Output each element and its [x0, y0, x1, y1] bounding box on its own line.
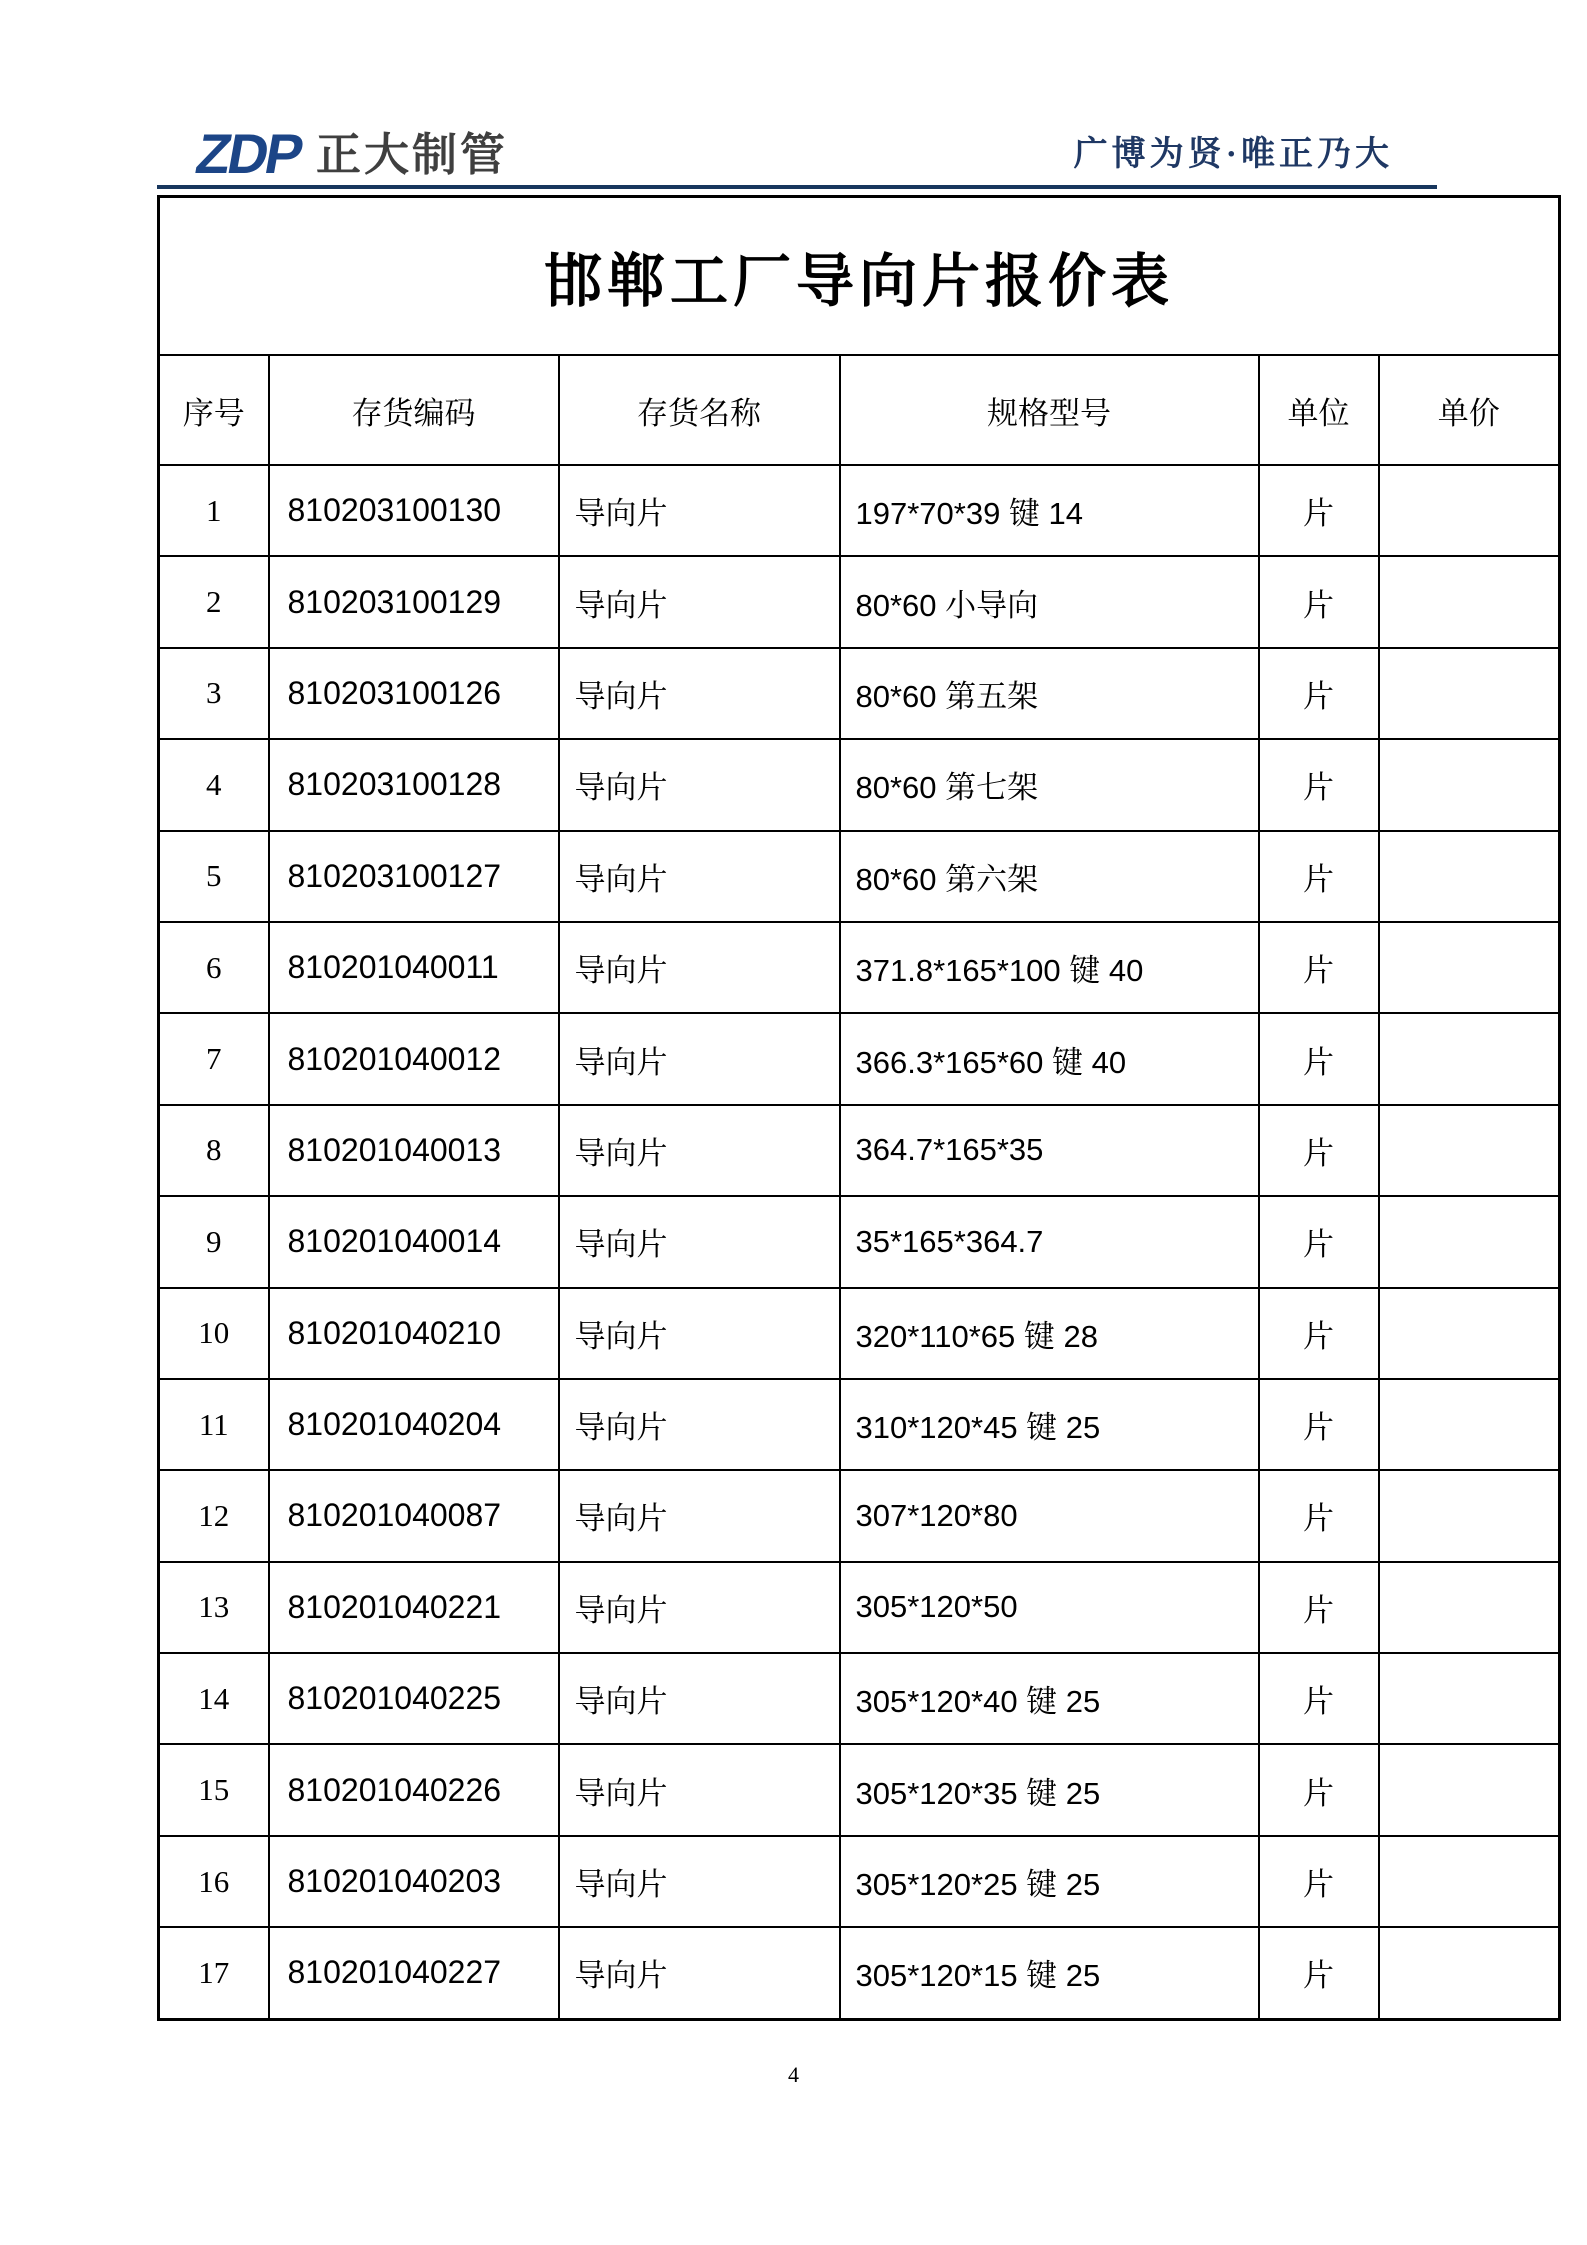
- stock-name-cell: 导向片: [559, 922, 840, 1013]
- stock-code-cell: 810201040204: [269, 1379, 559, 1470]
- unit-cell: 片: [1259, 922, 1379, 1013]
- table-row: [159, 648, 1560, 739]
- table-row: [159, 1470, 1560, 1561]
- unit-price-cell: [1379, 1105, 1560, 1196]
- unit-price-cell: [1379, 831, 1560, 922]
- stock-name-cell: 导向片: [559, 556, 840, 647]
- stock-name-cell: 导向片: [559, 648, 840, 739]
- stock-code-cell: 810203100127: [269, 831, 559, 922]
- spec-model-cell: 80*60 第七架: [840, 739, 1259, 830]
- stock-code-cell: 810201040227: [269, 1927, 559, 2019]
- unit-cell: 片: [1259, 1379, 1379, 1470]
- quote-table-body: [159, 197, 1560, 2020]
- company-logo: [191, 122, 509, 185]
- zdp-logo-icon: ZDP: [191, 122, 306, 185]
- row-number-cell: 11: [159, 1379, 269, 1470]
- spec-model-cell: 305*120*50: [840, 1562, 1259, 1653]
- unit-price-cell: [1379, 1013, 1560, 1104]
- unit-price-cell: [1379, 1470, 1560, 1561]
- table-row: [159, 1288, 1560, 1379]
- table-row: [159, 1653, 1560, 1744]
- unit-cell: 片: [1259, 1013, 1379, 1104]
- stock-code-cell: 810201040087: [269, 1470, 559, 1561]
- unit-cell: 片: [1259, 1927, 1379, 2019]
- spec-model-cell: 307*120*80: [840, 1470, 1259, 1561]
- table-row: [159, 465, 1560, 556]
- stock-code-cell: 810203100130: [269, 465, 559, 556]
- unit-price-cell: [1379, 1836, 1560, 1927]
- stock-code-cell: 810203100128: [269, 739, 559, 830]
- table-row: [159, 1379, 1560, 1470]
- row-number-cell: 8: [159, 1105, 269, 1196]
- company-slogan: 广博为贤·唯正乃大: [1073, 136, 1393, 173]
- table-row: [159, 1196, 1560, 1287]
- stock-name-cell: 导向片: [559, 739, 840, 830]
- letterhead: [0, 0, 1587, 195]
- row-number-cell: 14: [159, 1653, 269, 1744]
- unit-price-cell: [1379, 1288, 1560, 1379]
- row-number-cell: 7: [159, 1013, 269, 1104]
- table-row: [159, 922, 1560, 1013]
- row-number-cell: 5: [159, 831, 269, 922]
- row-number-cell: 9: [159, 1196, 269, 1287]
- row-number-cell: 3: [159, 648, 269, 739]
- page-number: 4: [788, 2062, 799, 2087]
- row-number-cell: 10: [159, 1288, 269, 1379]
- table-row: [159, 739, 1560, 830]
- unit-price-cell: [1379, 465, 1560, 556]
- unit-price-cell: [1379, 1196, 1560, 1287]
- row-number-cell: 4: [159, 739, 269, 830]
- stock-code-cell: 810201040210: [269, 1288, 559, 1379]
- spec-model-cell: 305*120*35 键 25: [840, 1744, 1259, 1835]
- spec-model-cell: 80*60 第五架: [840, 648, 1259, 739]
- stock-code-cell: 810201040225: [269, 1653, 559, 1744]
- table-row: [159, 1013, 1560, 1104]
- row-number-cell: 17: [159, 1927, 269, 2019]
- table-row: [159, 1744, 1560, 1835]
- spec-model-cell: 366.3*165*60 键 40: [840, 1013, 1259, 1104]
- stock-name-cell: 导向片: [559, 1013, 840, 1104]
- table-row: [159, 1105, 1560, 1196]
- table-row: [159, 1562, 1560, 1653]
- row-number-cell: 13: [159, 1562, 269, 1653]
- row-number-cell: 1: [159, 465, 269, 556]
- row-number-cell: 16: [159, 1836, 269, 1927]
- spec-model-cell: 364.7*165*35: [840, 1105, 1259, 1196]
- unit-cell: 片: [1259, 739, 1379, 830]
- stock-name-cell: 导向片: [559, 1470, 840, 1561]
- column-header-price: 单价: [1379, 355, 1560, 465]
- stock-code-cell: 810203100126: [269, 648, 559, 739]
- stock-code-cell: 810201040012: [269, 1013, 559, 1104]
- page-title: 邯郸工厂导向片报价表: [544, 249, 1175, 314]
- company-name: 正大制管: [316, 128, 509, 180]
- table-header-row: [159, 355, 1560, 465]
- table-row: [159, 1927, 1560, 2019]
- unit-price-cell: [1379, 739, 1560, 830]
- column-header-no: 序号: [159, 355, 269, 465]
- stock-name-cell: 导向片: [559, 1744, 840, 1835]
- spec-model-cell: 320*110*65 键 28: [840, 1288, 1259, 1379]
- stock-name-cell: 导向片: [559, 1562, 840, 1653]
- stock-name-cell: 导向片: [559, 465, 840, 556]
- stock-code-cell: 810201040014: [269, 1196, 559, 1287]
- spec-model-cell: 197*70*39 键 14: [840, 465, 1259, 556]
- unit-cell: 片: [1259, 1744, 1379, 1835]
- stock-code-cell: 810201040226: [269, 1744, 559, 1835]
- spec-model-cell: 35*165*364.7: [840, 1196, 1259, 1287]
- unit-price-cell: [1379, 1927, 1560, 2019]
- unit-cell: 片: [1259, 1470, 1379, 1561]
- table-row: [159, 556, 1560, 647]
- stock-name-cell: 导向片: [559, 831, 840, 922]
- unit-cell: 片: [1259, 556, 1379, 647]
- row-number-cell: 12: [159, 1470, 269, 1561]
- unit-cell: 片: [1259, 1105, 1379, 1196]
- unit-price-cell: [1379, 1653, 1560, 1744]
- stock-name-cell: 导向片: [559, 1379, 840, 1470]
- stock-name-cell: 导向片: [559, 1105, 840, 1196]
- stock-code-cell: 810201040203: [269, 1836, 559, 1927]
- row-number-cell: 15: [159, 1744, 269, 1835]
- unit-cell: 片: [1259, 1562, 1379, 1653]
- header-divider: [157, 185, 1437, 189]
- unit-cell: 片: [1259, 1288, 1379, 1379]
- unit-price-cell: [1379, 1562, 1560, 1653]
- unit-cell: 片: [1259, 1196, 1379, 1287]
- row-number-cell: 2: [159, 556, 269, 647]
- table-row: [159, 831, 1560, 922]
- unit-cell: 片: [1259, 1653, 1379, 1744]
- stock-code-cell: 810203100129: [269, 556, 559, 647]
- stock-name-cell: 导向片: [559, 1653, 840, 1744]
- stock-name-cell: 导向片: [559, 1288, 840, 1379]
- row-number-cell: 6: [159, 922, 269, 1013]
- unit-price-cell: [1379, 556, 1560, 647]
- unit-price-cell: [1379, 1744, 1560, 1835]
- column-header-unit: 单位: [1259, 355, 1379, 465]
- spec-model-cell: 305*120*40 键 25: [840, 1653, 1259, 1744]
- table-title-row: [159, 197, 1560, 356]
- stock-code-cell: 810201040011: [269, 922, 559, 1013]
- unit-cell: 片: [1259, 465, 1379, 556]
- unit-price-cell: [1379, 648, 1560, 739]
- unit-cell: 片: [1259, 648, 1379, 739]
- spec-model-cell: 371.8*165*100 键 40: [840, 922, 1259, 1013]
- stock-name-cell: 导向片: [559, 1836, 840, 1927]
- unit-cell: 片: [1259, 1836, 1379, 1927]
- column-header-code: 存货编码: [269, 355, 559, 465]
- stock-code-cell: 810201040013: [269, 1105, 559, 1196]
- table-row: [159, 1836, 1560, 1927]
- stock-code-cell: 810201040221: [269, 1562, 559, 1653]
- stock-name-cell: 导向片: [559, 1927, 840, 2019]
- unit-cell: 片: [1259, 831, 1379, 922]
- spec-model-cell: 305*120*25 键 25: [840, 1836, 1259, 1927]
- spec-model-cell: 310*120*45 键 25: [840, 1379, 1259, 1470]
- spec-model-cell: 80*60 第六架: [840, 831, 1259, 922]
- spec-model-cell: 305*120*15 键 25: [840, 1927, 1259, 2019]
- column-header-name: 存货名称: [559, 355, 840, 465]
- unit-price-cell: [1379, 1379, 1560, 1470]
- quotation-table: [157, 195, 1561, 2021]
- stock-name-cell: 导向片: [559, 1196, 840, 1287]
- column-header-spec: 规格型号: [840, 355, 1259, 465]
- spec-model-cell: 80*60 小导向: [840, 556, 1259, 647]
- unit-price-cell: [1379, 922, 1560, 1013]
